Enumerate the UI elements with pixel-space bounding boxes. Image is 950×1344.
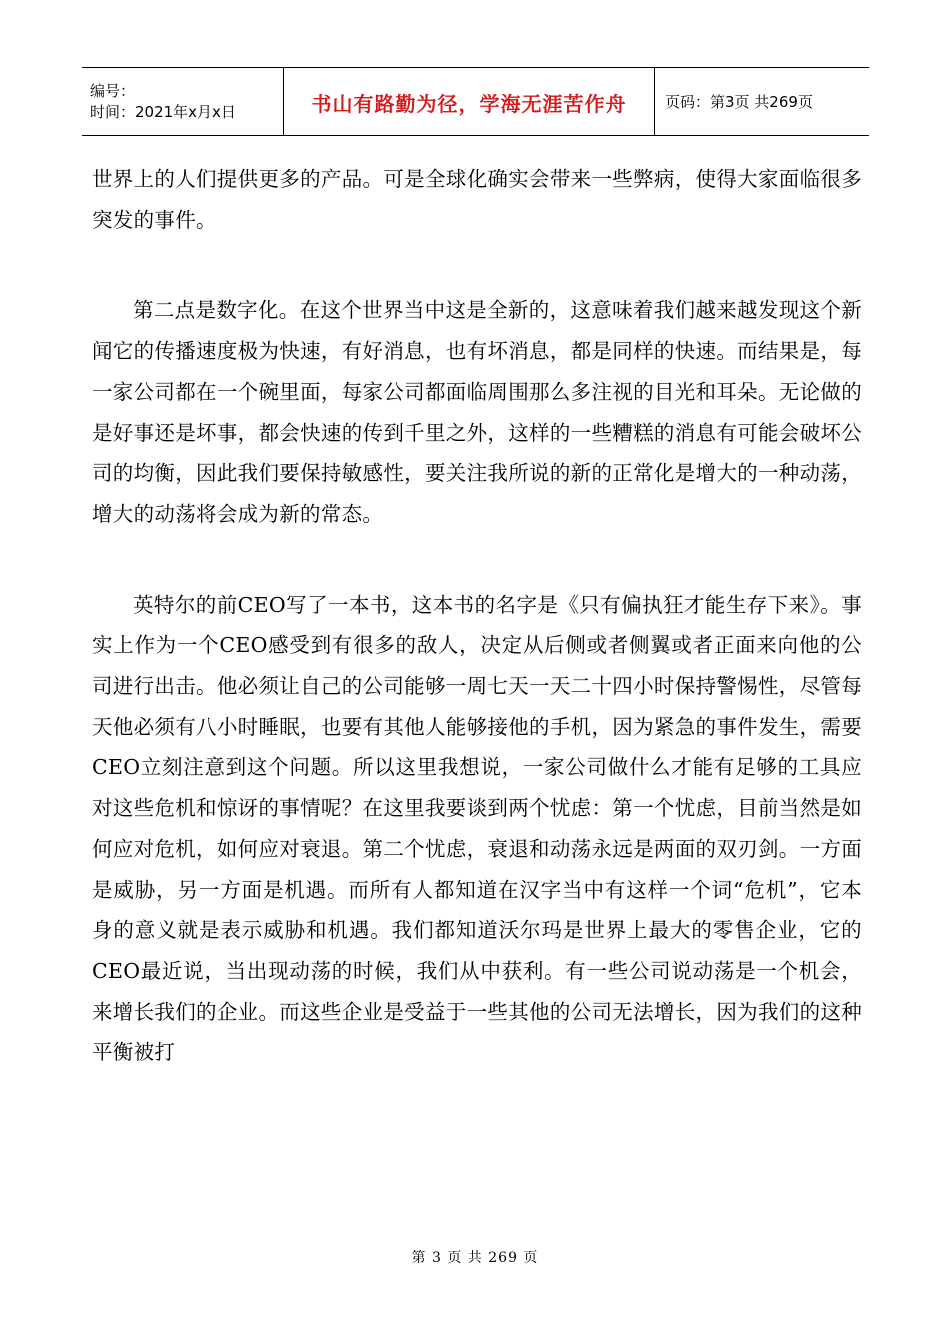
paragraph-gap xyxy=(92,240,862,290)
paragraph-digitalization: 第二点是数字化。在这个世界当中这是全新的，这意味着我们越来越发现这个新闻它的传播速度极为快速，有好消息，也有坏消息，都是同样的快速。而结果是，每一家公司都在一个碗里面，每家公司都面临周围那么多注视的目光和耳朵。无论做的是好事还是坏事，都会快速的传到千里之外，这样的一些糟糕的消息有可能会破坏公司的均衡，因此我们要保持敏感性，要关注我所说的新的正常化是增大的一种动荡，增大的动荡将会成为新的常态。 xyxy=(92,298,862,526)
document-number-label: 编号： xyxy=(90,81,136,100)
document-header xyxy=(82,67,869,136)
header-page-number: 页码：第3页 共269页 xyxy=(665,93,813,111)
header-motto: 书山有路勤为径，学海无涯苦作舟 xyxy=(283,68,655,135)
header-meta xyxy=(82,68,283,135)
paragraph-continuation: 世界上的人们提供更多的产品。可是全球化确实会带来一些弊病，使得大家面临很多突发的事件。 xyxy=(92,167,862,232)
paragraph-intel-ceo: 英特尔的前CEO写了一本书，这本书的名字是《只有偏执狂才能生存下来》。事实上作为一个CEO感受到有很多的敌人，决定从后侧或者侧翼或者正面来向他的公司进行出击。他必须让自己的公司能够一周七天一天二十四小时保持警惕性，尽管每天他必须有八小时睡眠，也要有其他人能够接他的手机，因为紧急的事件发生，需要CEO立刻注意到这个问题。所以这里我想说，一家公司做什么才能有足够的工具应对这些危机和惊讶的事情呢？在这里我要谈到两个忧虑：第一个忧虑，目前当然是如何应对危机，如何应对衰退。第二个忧虑，衰退和动荡永远是两面的双刃剑。一方面是威胁，另一方面是机遇。而所有人都知道在汉字当中有这样一个词“危机”，它本身的意义就是表示威胁和机遇。我们都知道沃尔玛是世界上最大的零售企业，它的CEO最近说，当出现动荡的时候，我们从中获利。有一些公司说动荡是一个机会，来增长我们的企业。而这些企业是受益于一些其他的公司无法增长，因为我们的这种平衡被打 xyxy=(92,592,862,1065)
paragraph-gap xyxy=(92,535,862,585)
page-footer: 第 3 页 共 269 页 xyxy=(411,1250,539,1266)
document-date-label: 时间：2021年x月x日 xyxy=(90,102,236,121)
document-body xyxy=(92,159,862,1073)
